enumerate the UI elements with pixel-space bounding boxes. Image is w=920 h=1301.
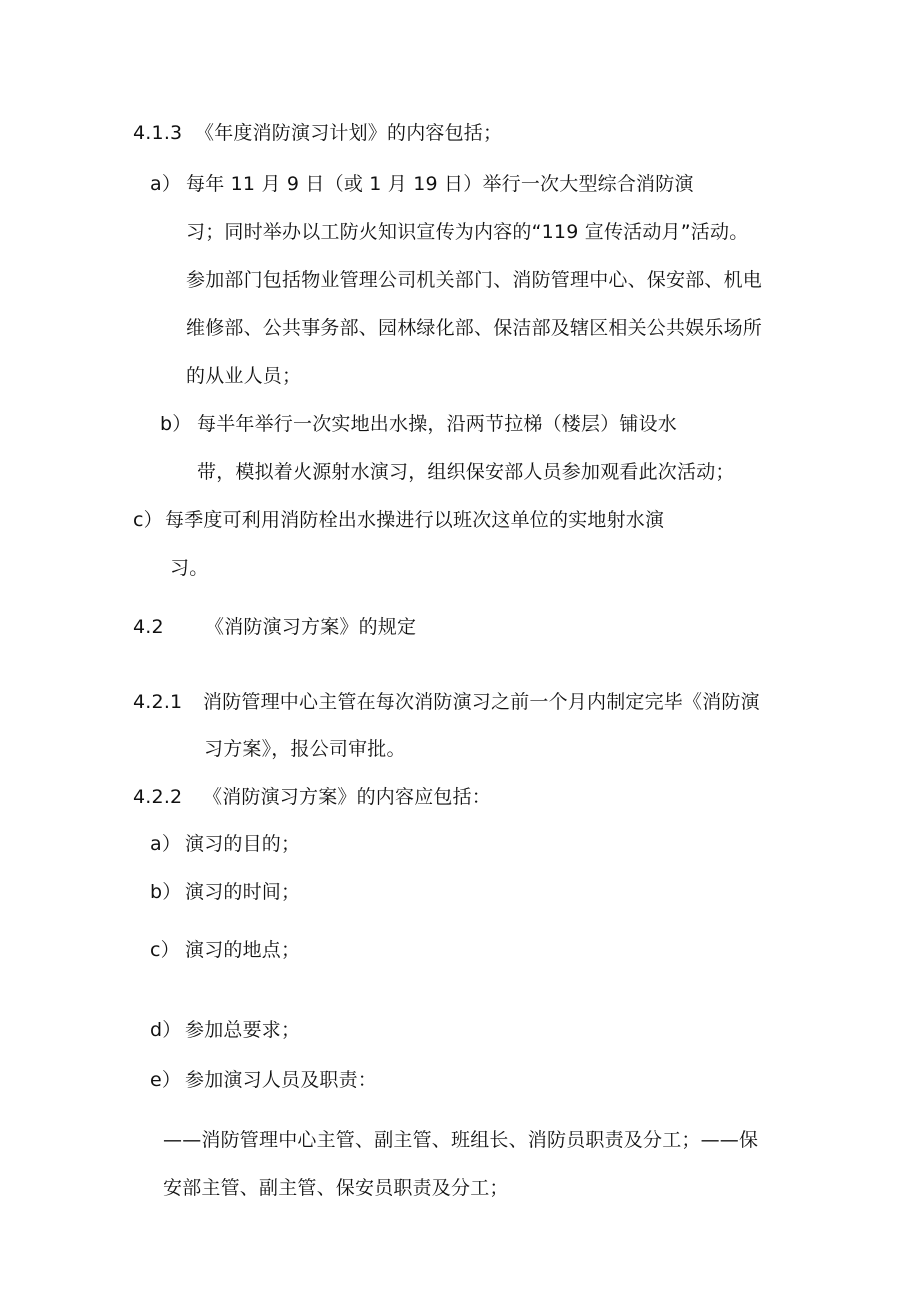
duties-line-2: 安部主管、副主管、保安员职责及分工； [163, 1177, 509, 1199]
item-a-line-2: 习；同时举办以工防火知识宣传为内容的“119 宣传活动月”活动。 [186, 221, 749, 243]
section-4-2-1-line-2: 习方案》，报公司审批。 [204, 738, 406, 760]
item-marker: a） [150, 833, 182, 855]
item-text: 参加总要求； [185, 1019, 301, 1041]
section-4-2-2-heading [133, 785, 491, 809]
item-marker: c） [133, 509, 163, 531]
item-marker: d） [150, 1019, 182, 1041]
item-marker: c） [150, 939, 180, 961]
section-number: 4.2.2 [133, 786, 183, 808]
duties-line-1: ——消防管理中心主管、副主管、班组长、消防员职责及分工；——保 [163, 1129, 759, 1151]
list-item-d [150, 1018, 300, 1042]
item-marker: b） [160, 413, 192, 435]
section-number: 4.2.1 [133, 691, 183, 713]
item-marker: a） [150, 173, 182, 195]
section-heading-text: 《消防演习方案》的规定 [205, 616, 417, 638]
item-a-line-5: 的从业人员； [186, 365, 302, 387]
item-a-line-4: 维修部、公共事务部、园林绿化部、保洁部及辖区相关公共娱乐场所 [186, 317, 763, 339]
item-marker: e） [150, 1069, 182, 1091]
item-text: 每半年举行一次实地出水操，沿两节拉梯（楼层）铺设水 [197, 413, 678, 435]
section-4-2-1-line-1 [133, 690, 760, 714]
section-heading-text: 《消防演习方案》的内容应包括： [203, 786, 492, 808]
item-b-line-2: 带，模拟着火源射水演习，组织保安部人员参加观看此次活动； [197, 461, 735, 483]
section-number: 4.2 [133, 616, 164, 638]
item-marker: b） [150, 881, 182, 903]
item-c-line-1 [133, 508, 664, 532]
list-item-a [150, 832, 300, 856]
list-item-b [150, 880, 300, 904]
item-b-line-1 [160, 412, 677, 436]
item-a-line-1 [150, 172, 694, 196]
section-4-2-heading [133, 615, 416, 639]
item-text: 演习的目的； [185, 833, 301, 855]
section-heading-text: 《年度消防演习计划》的内容包括； [195, 122, 503, 144]
list-item-c [150, 938, 300, 962]
item-text: 参加演习人员及职责： [185, 1069, 378, 1091]
section-4-1-3-heading [133, 121, 502, 145]
item-text: 演习的地点； [185, 939, 301, 961]
item-a-line-3: 参加部门包括物业管理公司机关部门、消防管理中心、保安部、机电 [186, 269, 763, 291]
item-text: 每年 11 月 9 日（或 1 月 19 日）举行一次大型综合消防演 [186, 173, 694, 195]
list-item-e [150, 1068, 377, 1092]
item-text: 演习的时间； [185, 881, 301, 903]
item-text: 每季度可利用消防栓出水操进行以班次这单位的实地射水演 [165, 509, 665, 531]
section-number: 4.1.3 [133, 122, 183, 144]
item-c-line-2: 习。 [170, 557, 209, 579]
section-text: 消防管理中心主管在每次消防演习之前一个月内制定完毕《消防演 [203, 691, 760, 713]
